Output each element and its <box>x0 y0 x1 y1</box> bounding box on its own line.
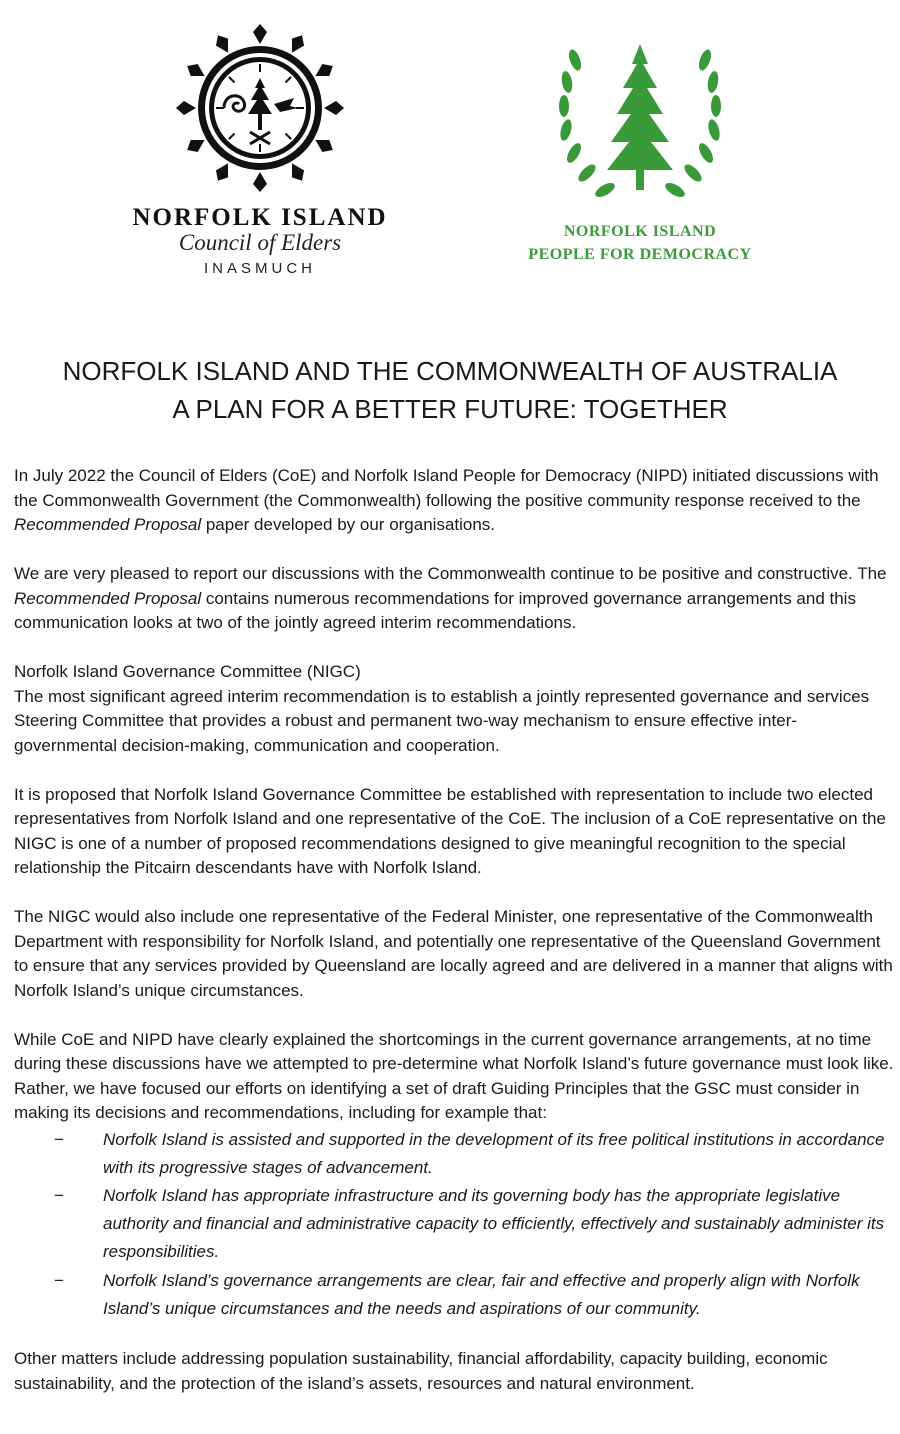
document-title <box>0 352 900 428</box>
guiding-principles-list <box>14 1126 894 1323</box>
list-item <box>14 1126 894 1182</box>
coe-logo-subtitle: Council of Elders <box>178 230 342 255</box>
list-item-text: Norfolk Island is assisted and supported in the development of its free political institutions in accordance with its progressive stages of advancement. <box>103 1129 885 1177</box>
council-of-elders-emblem <box>170 22 350 194</box>
coe-logo-tagline: INASMUCH <box>203 260 316 277</box>
paragraph-intro <box>14 464 894 538</box>
paragraph-intro-text-end: paper developed by our organisations. <box>201 515 496 534</box>
paragraph-other-matters: Other matters include addressing population sustainability, financial affordability, capacity building, economic sustainability, and the protection of the island’s assets, resources and natural environment. <box>14 1349 828 1393</box>
paragraph-intro-text: In July 2022 the Council of Elders (CoE) and Norfolk Island People for Democracy (NIPD) initiated discussions with the Commonwealth Government (the Commonwealth) following the positive community response received to the <box>14 466 879 510</box>
list-item-text: Norfolk Island’s governance arrangements are clear, fair and effective and properly align with Norfolk Island’s unique circumstances and the needs and aspirations of our community. <box>103 1270 860 1318</box>
dash-marker: − <box>54 1270 64 1290</box>
recommended-proposal-ref: Recommended Proposal <box>14 515 202 534</box>
paragraph-guiding-principles: While CoE and NIPD have clearly explained the shortcomings in the current governance arrangements, at no time during these discussions have we attempted to pre-determine what Norfolk Island’s future governance must look like. Rather, we have focused our efforts on identifying a set of draft Guiding Principles that the GSC must consider in making its decisions and recommendations, including for example that: <box>14 1029 894 1122</box>
nipd-logo-line2: PEOPLE FOR DEMOCRACY <box>528 246 752 263</box>
paragraph-progress-text-end: contains numerous recommendations for improved governance arrangements and this communication looks at two of the jointly agreed interim recommendations. <box>14 588 856 632</box>
coe-logo-name: NORFOLK ISLAND <box>132 204 388 231</box>
paragraph-committee: The most significant agreed interim recommendation is to establish a jointly represented governance and services Steering Committee that provides a robust and permanent two-way mechanism to ensure effective inter-governmental decision-making, communication and cooperation. <box>14 686 870 755</box>
paragraph-progress <box>14 562 894 636</box>
section-heading: Norfolk Island Governance Committee (NIGC) <box>14 662 361 681</box>
title-line-1: NORFOLK ISLAND AND THE COMMONWEALTH OF AUSTRALIA <box>62 356 838 386</box>
paragraph-progress-text: We are very pleased to report our discussions with the Commonwealth continue to be positive and constructive. The <box>14 564 887 583</box>
recommended-proposal-ref: Recommended Proposal <box>14 588 202 608</box>
pine-wreath-emblem <box>545 30 735 220</box>
paragraph-representation: It is proposed that Norfolk Island Governance Committee be established with representation to include two elected representatives from Norfolk Island and one representative of the CoE. The inclusion of a CoE representative on the NIGC is one of a number of proposed recommendations designed to give meaningful recognition to the special relationship the Pitcairn descendants have with Norfolk Island. <box>14 784 886 877</box>
list-item-text: Norfolk Island has appropriate infrastructure and its governing body has the appropriate legislative authority and financial and administrative capacity to efficiently, effectively and sustainably administer its responsibilities. <box>103 1185 885 1262</box>
people-for-democracy-logo <box>500 30 780 280</box>
council-of-elders-logo <box>100 22 420 282</box>
list-item <box>14 1267 894 1323</box>
nipd-logo-line1: NORFOLK ISLAND <box>563 223 717 240</box>
dash-marker: − <box>54 1185 64 1205</box>
paragraph-membership: The NIGC would also include one representative of the Federal Minister, one representative of the Commonwealth Department with responsibility for Norfolk Island, and potentially one representative of the Queensland Government to ensure that any services provided by Queensland are locally agreed and are delivered in a manner that aligns with Norfolk Island’s unique circumstances. <box>14 907 893 1000</box>
document-body <box>14 464 894 1421</box>
title-line-2: A PLAN FOR A BETTER FUTURE: TOGETHER <box>172 394 728 424</box>
list-item <box>14 1182 894 1267</box>
dash-marker: − <box>54 1129 64 1149</box>
